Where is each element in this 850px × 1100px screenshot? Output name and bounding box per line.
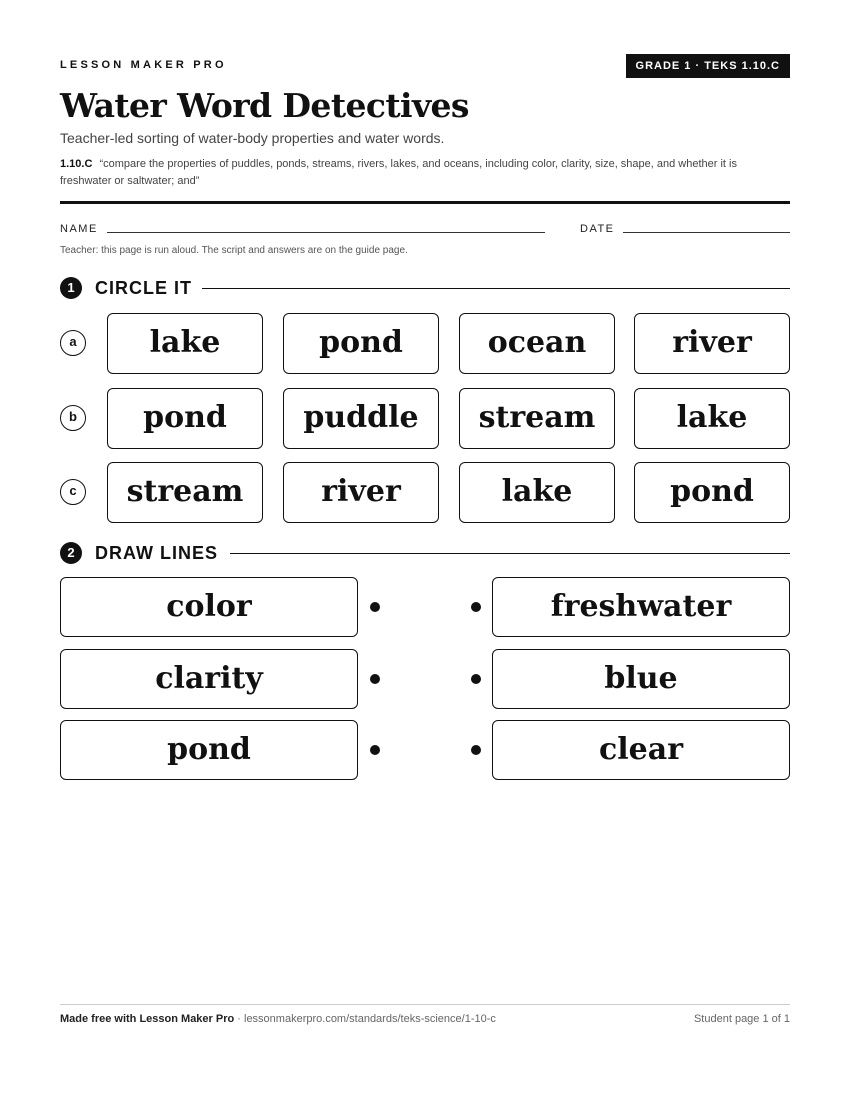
word-choice[interactable]: ocean <box>459 313 615 374</box>
section-divider <box>230 553 790 554</box>
footer-page-number: Student page 1 of 1 <box>693 1013 790 1025</box>
row-letter-c: c <box>60 479 86 505</box>
row-letter-a: a <box>60 330 86 356</box>
word-choice[interactable]: stream <box>459 388 615 449</box>
section-number: 2 <box>60 542 82 564</box>
word-choice[interactable]: stream <box>107 462 263 523</box>
page-subtitle: Teacher-led sorting of water-body properties and water words. <box>60 130 445 146</box>
word-choice[interactable]: puddle <box>283 388 439 449</box>
header-divider <box>60 201 790 204</box>
section-number: 1 <box>60 277 82 299</box>
section-title: CIRCLE IT <box>95 276 202 300</box>
match-left-item[interactable]: color <box>60 577 358 637</box>
match-right-item[interactable]: clear <box>492 720 790 780</box>
match-right-item[interactable]: freshwater <box>492 577 790 637</box>
match-right-item[interactable]: blue <box>492 649 790 709</box>
date-field[interactable] <box>623 232 790 233</box>
match-dot-right[interactable] <box>471 602 481 612</box>
row-letter-b: b <box>60 405 86 431</box>
match-left-item[interactable]: pond <box>60 720 358 780</box>
teacher-note: Teacher: this page is run aloud. The script and answers are on the guide page. <box>60 245 408 256</box>
match-dot-right[interactable] <box>471 745 481 755</box>
standard-description <box>60 156 790 190</box>
section-title: DRAW LINES <box>95 541 228 565</box>
name-field[interactable] <box>107 232 545 233</box>
footer-separator: · <box>234 1013 244 1025</box>
match-dot-left[interactable] <box>370 674 380 684</box>
match-dot-right[interactable] <box>471 674 481 684</box>
word-choice[interactable]: lake <box>634 388 790 449</box>
section-circle-it-header <box>60 276 790 300</box>
footer-divider <box>60 1004 790 1005</box>
footer-url[interactable]: lessonmakerpro.com/standards/teks-science/1-10-c <box>244 1013 496 1025</box>
grade-badge: GRADE 1 · TEKS 1.10.C <box>626 54 790 78</box>
page-title: Water Word Detectives <box>60 86 469 125</box>
word-choice[interactable]: lake <box>107 313 263 374</box>
standard-text: “compare the properties of puddles, ponds, streams, rivers, lakes, and oceans, including color, clarity, size, shape, and whether it is freshwater or saltwater; and” <box>60 158 737 187</box>
word-choice[interactable]: pond <box>283 313 439 374</box>
name-label: NAME <box>60 223 98 235</box>
brand-name: LESSON MAKER PRO <box>60 59 227 71</box>
worksheet-page <box>60 0 790 1100</box>
section-draw-lines-header <box>60 541 790 565</box>
word-choice[interactable]: pond <box>634 462 790 523</box>
match-dot-left[interactable] <box>370 602 380 612</box>
match-left-item[interactable]: clarity <box>60 649 358 709</box>
footer-made-with: Made free with Lesson Maker Pro <box>60 1013 235 1025</box>
word-choice[interactable]: lake <box>459 462 615 523</box>
section-divider <box>200 288 790 289</box>
standard-code: 1.10.C <box>60 158 93 170</box>
match-dot-left[interactable] <box>370 745 380 755</box>
word-choice[interactable]: pond <box>107 388 263 449</box>
footer-credit <box>60 1013 496 1025</box>
date-label: DATE <box>580 223 615 235</box>
word-choice[interactable]: river <box>283 462 439 523</box>
word-choice[interactable]: river <box>634 313 790 374</box>
